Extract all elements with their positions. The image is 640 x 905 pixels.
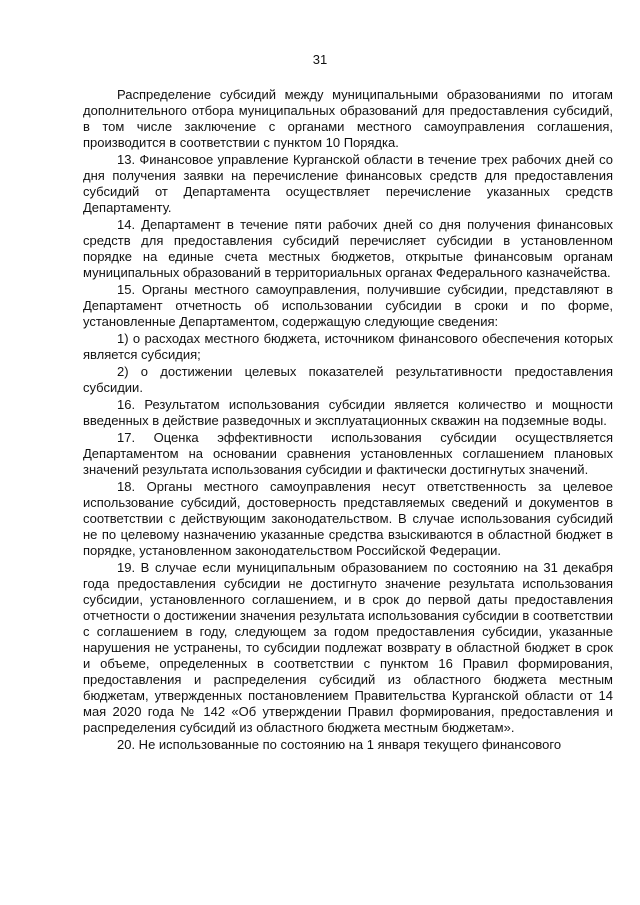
paragraph-15-item-1: 1) о расходах местного бюджета, источником финансового обеспечения которых является субсидия; (83, 331, 613, 362)
paragraph-16: 16. Результатом использования субсидии является количество и мощности введенных в действие разведочных и эксплуатационных скважин на подземные воды. (83, 397, 613, 428)
paragraph-15-item-2: 2) о достижении целевых показателей результативности предоставления субсидии. (83, 364, 613, 395)
paragraph-13: 13. Финансовое управление Курганской области в течение трех рабочих дней со дня получения заявки на перечисление финансовых средств для предоставления субсидий от Департамента осуществляет перечисление указанных средств Департаменту. (83, 152, 613, 215)
paragraph-14: 14. Департамент в течение пяти рабочих дней со дня получения финансовых средств для предоставления субсидий перечисляет субсидии в установленном порядке на единые счета местных бюджетов, открытые финансовым органам муниципальных образований в территориальных органах Федерального казначейства. (83, 217, 613, 280)
page-number: 31 (312, 52, 328, 67)
document-body (83, 87, 613, 754)
paragraph-20: 20. Не использованные по состоянию на 1 января текущего финансового (117, 737, 562, 752)
paragraph-distribution: Распределение субсидий между муниципальными образованиями по итогам дополнительного отбора муниципальных образований для предоставления субсидий, в том числе заключение с органами местного самоуправления соглашения, производится в соответствии с пунктом 10 Порядка. (83, 87, 613, 150)
paragraph-18: 18. Органы местного самоуправления несут ответственность за целевое использование субсидий, достоверность представляемых сведений и документов в соответствии с действующим законодательством. В случае использования субсидий не по целевому назначению указанные средства взыскиваются в областной бюджет в порядке, установленном законодательством Российской Федерации. (83, 479, 613, 558)
paragraph-17: 17. Оценка эффективности использования субсидии осуществляется Департаментом на основании сравнения установленных соглашением плановых значений результата использования субсидии и фактически достигнутых значений. (83, 430, 613, 477)
paragraph-15: 15. Органы местного самоуправления, получившие субсидии, представляют в Департамент отчетность об использовании субсидии в сроки и по форме, установленные Департаментом, содержащую следующие сведения: (83, 282, 613, 329)
paragraph-19: 19. В случае если муниципальным образованием по состоянию на 31 декабря года предоставления субсидии не достигнуто значение результата использования субсидии, установленного соглашением, и в срок до первой даты предоставления отчетности о достижении значения результата использования субсидии в соответствии с соглашением в году, следующем за годом предоставления субсидии, указанные нарушения не устранены, то субсидии подлежат возврату в областной бюджет в срок и объеме, определенных в соответствии с пунктом 16 Правил формирования, предоставления и распределения субсидий из областного бюджета местным бюджетам, утвержденных постановлением Правительства Курганской области от 14 мая 2020 года № 142 «Об утверждении Правил формирования, предоставления и распределения субсидий из областного бюджета местным бюджетам». (83, 560, 613, 735)
